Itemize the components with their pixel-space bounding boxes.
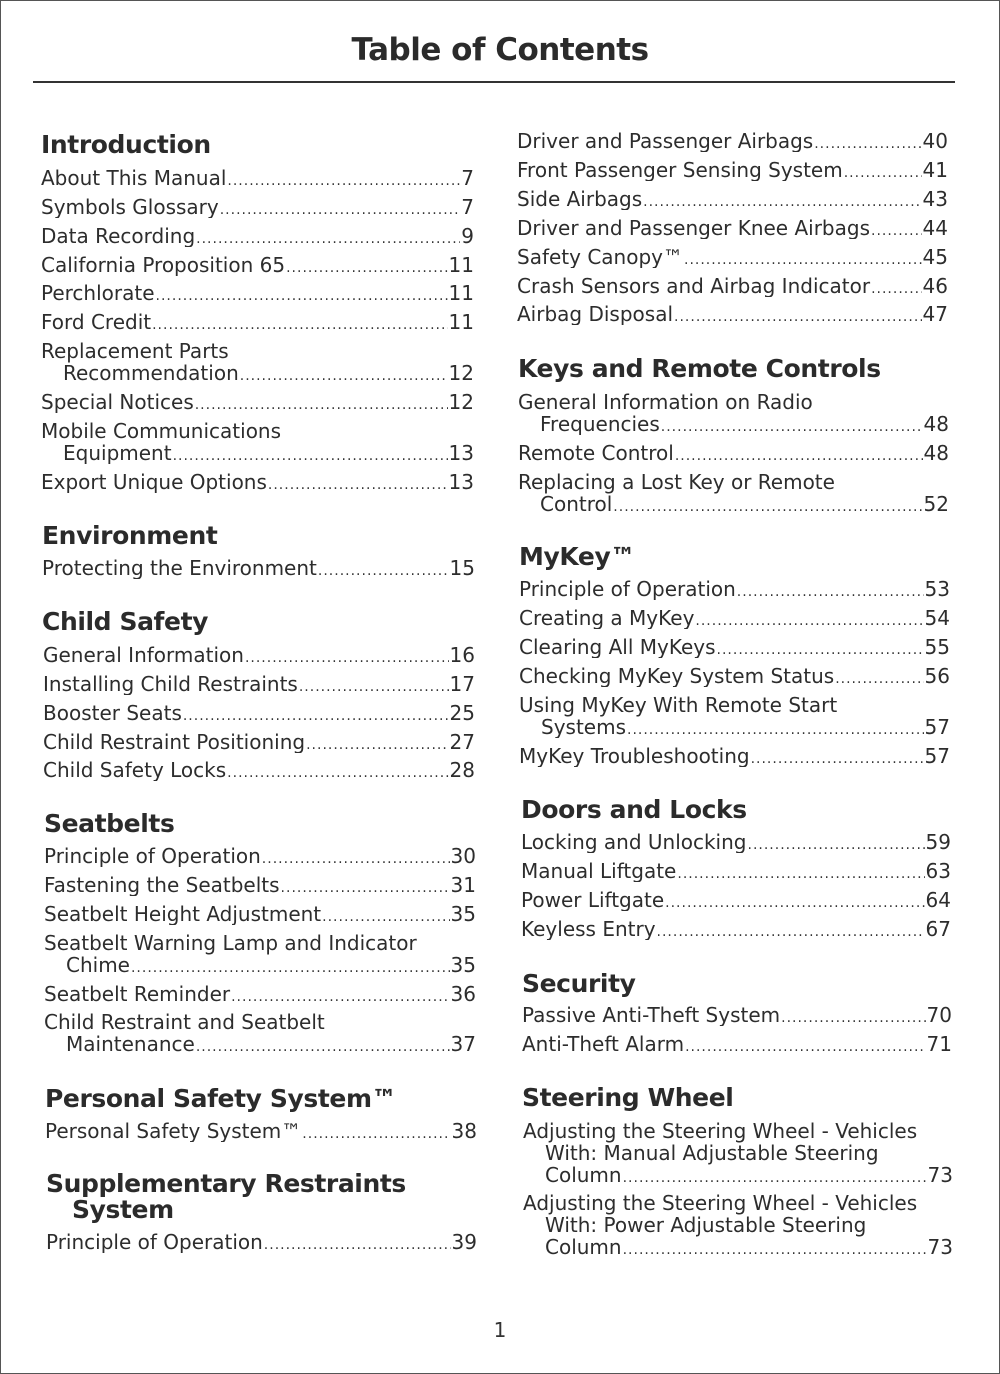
toc-entry[interactable]: Chime ..... 35 — [44, 954, 476, 976]
section-title-child-safety: Child Safety — [42, 607, 209, 636]
toc-entry-line1[interactable]: Replacing a Lost Key or Remote — [518, 470, 835, 494]
section-title-personal-safety-system: Personal Safety System™ — [45, 1084, 397, 1113]
toc-entry[interactable]: Maintenance ..... 37 — [44, 1033, 476, 1055]
toc-entry[interactable]: Locking and Unlocking ..... 59 — [521, 831, 951, 853]
toc-entry[interactable]: Driver and Passenger Knee Airbags ..... 44 — [517, 217, 948, 239]
section-title-seatbelts: Seatbelts — [44, 809, 175, 838]
section-title-doors-and-locks: Doors and Locks — [521, 795, 747, 824]
section-title-mykey: MyKey™ — [519, 542, 635, 571]
toc-entry[interactable]: Keyless Entry ..... 67 — [521, 918, 951, 940]
toc-entry-line1[interactable]: Replacement Parts — [41, 339, 229, 363]
toc-entry[interactable]: Child Restraint Positioning ..... 27 — [43, 731, 475, 753]
toc-entry[interactable]: About This Manual ..... 7 — [41, 167, 474, 189]
toc-entry[interactable]: Passive Anti-Theft System ..... 70 — [522, 1004, 952, 1026]
section-title-environment: Environment — [42, 521, 218, 550]
toc-entry[interactable]: MyKey Troubleshooting ..... 57 — [519, 745, 950, 767]
toc-entry[interactable]: Recommendation ..... 12 — [41, 362, 474, 384]
toc-entry[interactable]: Fastening the Seatbelts ..... 31 — [44, 874, 476, 896]
toc-entry[interactable]: Equipment ..... 13 — [41, 442, 474, 464]
toc-entry-line2[interactable]: With: Power Adjustable Steering — [545, 1213, 867, 1237]
page-number: 1 — [493, 1318, 507, 1342]
section-title-supplementary-restraints — [46, 1171, 406, 1223]
toc-entry[interactable]: Booster Seats ..... 25 — [43, 702, 475, 724]
toc-entry[interactable]: Child Safety Locks ..... 28 — [43, 759, 475, 781]
toc-entry[interactable]: Principle of Operation ..... 30 — [44, 845, 476, 867]
toc-entry[interactable]: Control ..... 52 — [518, 493, 949, 515]
toc-entry[interactable]: Driver and Passenger Airbags ..... 40 — [517, 130, 948, 152]
toc-entry[interactable]: Clearing All MyKeys ..... 55 — [519, 636, 950, 658]
toc-entry[interactable]: Export Unique Options ..... 13 — [41, 471, 474, 493]
toc-entry[interactable]: Remote Control ..... 48 — [518, 442, 949, 464]
section-title-line2: System — [72, 1195, 174, 1224]
toc-entry[interactable]: Safety Canopy™ ..... 45 — [517, 246, 948, 268]
toc-entry[interactable]: Power Liftgate ..... 64 — [521, 889, 951, 911]
toc-entry[interactable]: Systems ..... 57 — [519, 716, 950, 738]
toc-entry[interactable]: Ford Credit ..... 11 — [41, 311, 474, 333]
toc-entry[interactable]: Checking MyKey System Status ..... 56 — [519, 665, 950, 687]
toc-entry-line1[interactable]: Adjusting the Steering Wheel - Vehicles — [523, 1191, 918, 1215]
page-title: Table of Contents — [351, 32, 649, 68]
toc-entry[interactable]: Manual Liftgate ..... 63 — [521, 860, 951, 882]
toc-entry[interactable]: Side Airbags ..... 43 — [517, 188, 948, 210]
title-rule — [33, 81, 955, 83]
toc-entry[interactable]: Symbols Glossary ..... 7 — [41, 196, 474, 218]
toc-entry[interactable]: Installing Child Restraints ..... 17 — [43, 673, 475, 695]
section-title-keys-and-remote-controls: Keys and Remote Controls — [518, 354, 881, 383]
toc-entry[interactable]: Data Recording ..... 9 — [41, 225, 474, 247]
section-title-introduction: Introduction — [41, 130, 211, 159]
toc-entry[interactable]: Personal Safety System™ ..... 38 — [45, 1120, 477, 1142]
toc-entry-line1[interactable]: Adjusting the Steering Wheel - Vehicles — [523, 1119, 918, 1143]
toc-entry[interactable]: Protecting the Environment ..... 15 — [42, 557, 475, 579]
toc-entry[interactable]: Perchlorate ..... 11 — [41, 282, 474, 304]
toc-entry[interactable]: Crash Sensors and Airbag Indicator ..... 46 — [517, 275, 948, 297]
toc-entry[interactable]: Airbag Disposal ..... 47 — [517, 303, 948, 325]
toc-entry-line1[interactable]: Mobile Communications — [41, 419, 282, 443]
toc-entry-line1[interactable]: Using MyKey With Remote Start — [519, 693, 838, 717]
toc-entry[interactable]: Seatbelt Height Adjustment ..... 35 — [44, 903, 476, 925]
toc-entry[interactable]: Front Passenger Sensing System ..... 41 — [517, 159, 948, 181]
toc-entry[interactable]: Principle of Operation ..... 53 — [519, 578, 950, 600]
section-title-steering-wheel: Steering Wheel — [522, 1083, 734, 1112]
toc-entry[interactable]: Column ..... 73 — [523, 1164, 953, 1186]
toc-entry-line1[interactable]: Child Restraint and Seatbelt — [44, 1010, 325, 1034]
toc-entry[interactable]: Creating a MyKey ..... 54 — [519, 607, 950, 629]
toc-entry[interactable]: California Proposition 65 ..... 11 — [41, 254, 474, 276]
toc-entry[interactable]: Seatbelt Reminder ..... 36 — [44, 983, 476, 1005]
toc-entry[interactable]: Column ..... 73 — [523, 1236, 953, 1258]
toc-entry[interactable]: Frequencies ..... 48 — [518, 413, 949, 435]
toc-entry[interactable]: General Information ..... 16 — [43, 644, 475, 666]
section-title-line1: Supplementary Restraints — [46, 1169, 406, 1198]
toc-entry[interactable]: Principle of Operation ..... 39 — [46, 1231, 477, 1253]
toc-entry-line1[interactable]: General Information on Radio — [518, 390, 813, 414]
toc-entry[interactable]: Special Notices ..... 12 — [41, 391, 474, 413]
toc-entry-line2[interactable]: With: Manual Adjustable Steering — [545, 1141, 879, 1165]
toc-entry[interactable]: Anti-Theft Alarm ..... 71 — [522, 1033, 952, 1055]
toc-entry-line1[interactable]: Seatbelt Warning Lamp and Indicator — [44, 931, 417, 955]
section-title-security: Security — [522, 969, 636, 998]
